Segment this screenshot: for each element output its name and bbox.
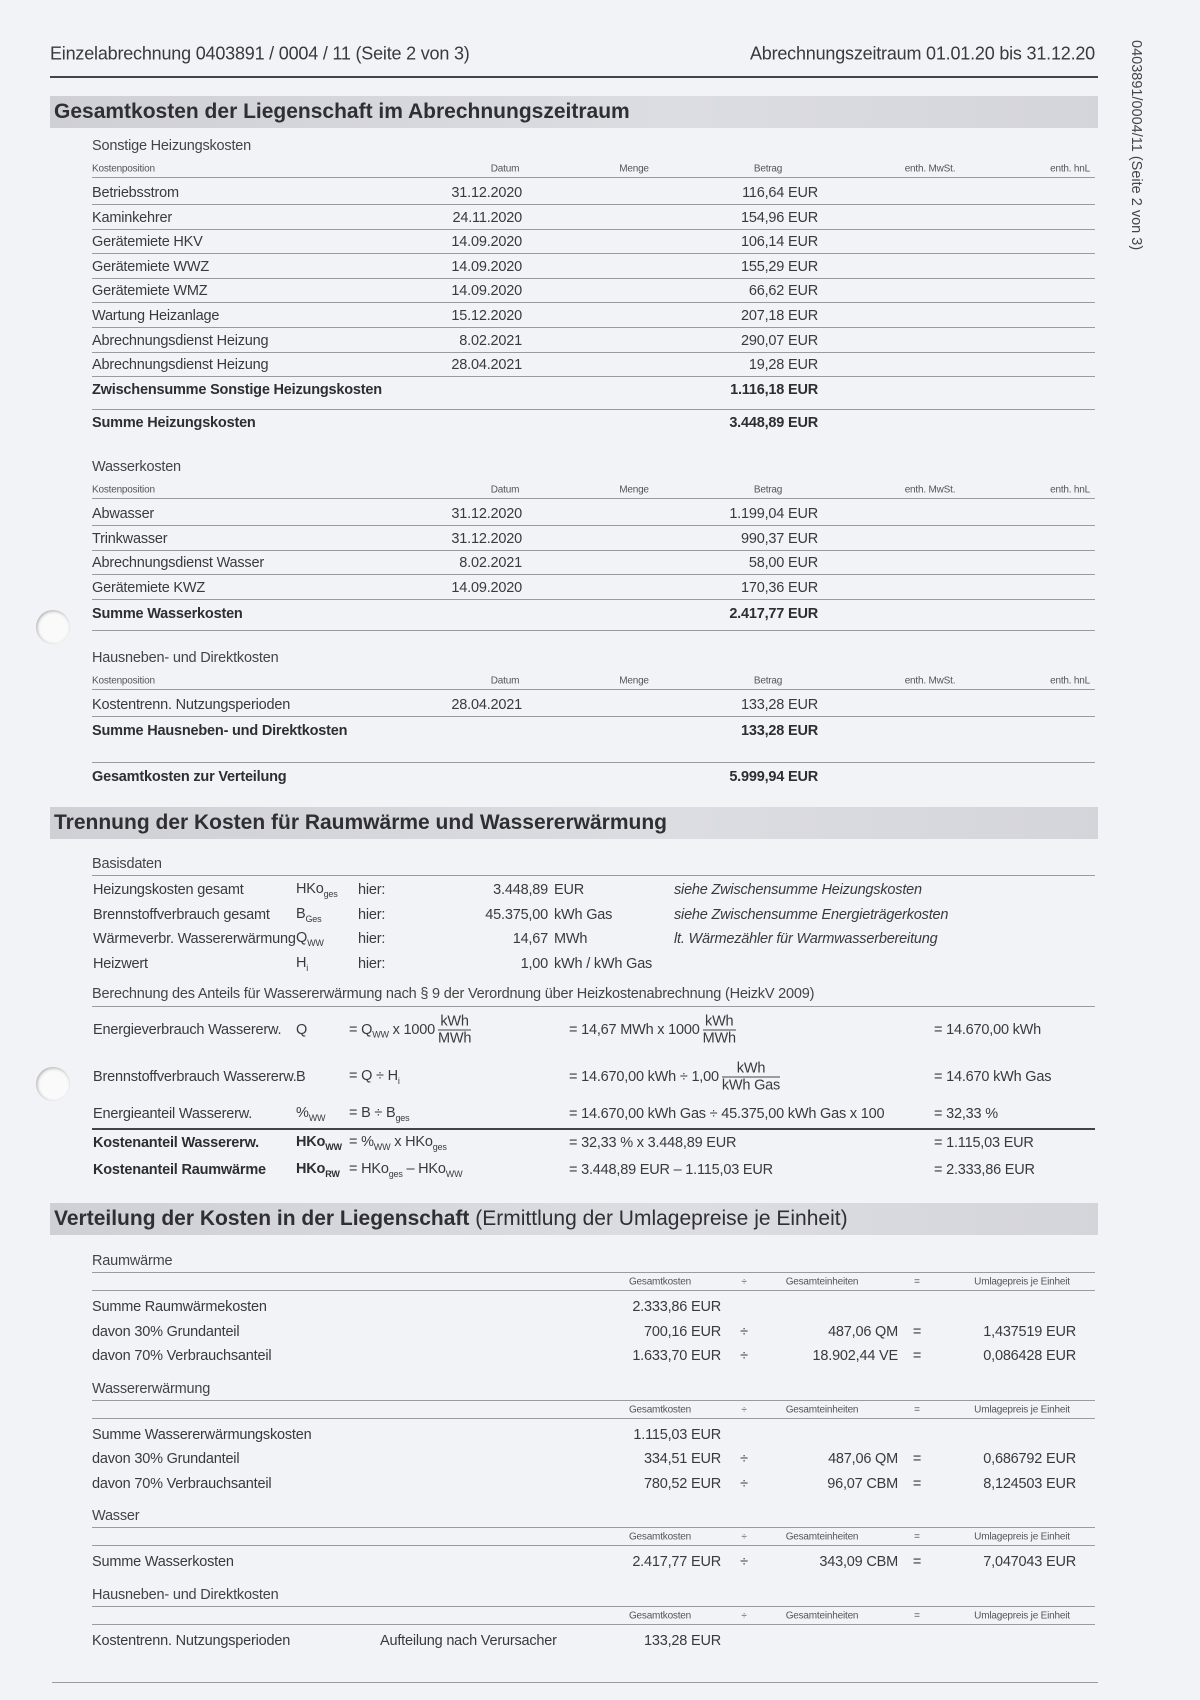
col-header-vat: enth. MwSt. <box>904 484 956 496</box>
formula-part: B <box>296 1069 306 1085</box>
cost-position-name: Gerätemiete HKV <box>92 234 203 251</box>
divider <box>92 498 1095 499</box>
divider <box>92 177 1095 178</box>
cost-position-name: Abwasser <box>92 506 155 522</box>
divider <box>92 1128 1095 1130</box>
subscript: WW <box>325 1141 342 1152</box>
section-title <box>54 100 630 124</box>
col-header-divide: ÷ <box>741 1531 747 1543</box>
distribution-total: 334,51 EUR <box>644 1451 721 1467</box>
distribution-units: 487,06 QM <box>828 1323 898 1340</box>
divider <box>92 1400 1095 1401</box>
distribution-label: davon 70% Verbrauchsanteil <box>92 1348 272 1364</box>
cost-position-name: Betriebsstrom <box>92 185 179 201</box>
col-header-position: Kostenposition <box>92 163 155 175</box>
calc-result: = 14.670,00 kWh <box>934 1022 1042 1038</box>
subscript: ges <box>388 1168 403 1179</box>
fraction <box>722 1061 780 1094</box>
col-header-quantity: Menge <box>619 484 649 496</box>
divider <box>92 716 1095 717</box>
formula-part: x 1000 <box>388 1021 435 1038</box>
basis-hier: hier: <box>358 906 386 923</box>
cost-amount: 990,37 EUR <box>741 530 818 547</box>
divide-sign: ÷ <box>740 1348 748 1364</box>
distribution-total: 2.333,86 EUR <box>632 1299 721 1315</box>
formula-part: = 32,33 % x 3.448,89 EUR <box>569 1135 737 1151</box>
section-title <box>54 1207 848 1231</box>
distribution-units: 487,06 QM <box>828 1451 898 1467</box>
formula-part: = HKo <box>349 1161 389 1178</box>
divide-sign: ÷ <box>740 1475 748 1492</box>
calc-symbol <box>296 1105 325 1123</box>
cost-amount: 19,28 EUR <box>748 357 818 374</box>
col-header-total-units: Gesamteinheiten <box>785 1404 859 1415</box>
col-header-divide: ÷ <box>741 1276 747 1288</box>
divider <box>92 762 1095 763</box>
group-title: Basisdaten <box>92 856 162 872</box>
distribution-total: 1.633,70 EUR <box>632 1348 721 1364</box>
section-band-separation <box>50 807 1098 839</box>
col-header-position: Kostenposition <box>92 484 155 496</box>
numerator: kWh <box>438 1014 471 1031</box>
calc-formula <box>349 1068 400 1086</box>
cost-date: 14.09.2020 <box>451 234 522 251</box>
distribution-label: Summe Raumwärmekosten <box>92 1299 267 1315</box>
cost-amount: 66,62 EUR <box>748 283 818 300</box>
group-title: Hausneben- und Direktkosten <box>92 1586 279 1603</box>
divide-sign: ÷ <box>740 1323 748 1340</box>
denominator: kWh Gas <box>721 1077 781 1094</box>
cost-date: 15.12.2020 <box>451 308 522 324</box>
calc-label: Energieverbrauch Wassererw. <box>93 1022 282 1038</box>
formula-part: H <box>296 954 307 971</box>
calc-symbol <box>296 1069 305 1085</box>
calc-computation <box>569 1162 773 1178</box>
distribution-label: Kostentrenn. Nutzungsperioden <box>92 1632 291 1649</box>
col-header-amount: Betrag <box>753 484 783 496</box>
basis-unit: EUR <box>554 882 585 898</box>
divider <box>92 1272 1095 1273</box>
distribution-units: 343,09 CBM <box>819 1554 898 1570</box>
cost-date: 24.11.2020 <box>452 209 522 226</box>
distribution-total: 1.115,03 EUR <box>633 1426 721 1443</box>
col-header-equals: = <box>914 1404 920 1415</box>
formula-part: = B ÷ B <box>349 1105 396 1122</box>
grand-total-label: Gesamtkosten zur Verteilung <box>92 769 287 785</box>
cost-date: 8.02.2021 <box>459 555 522 572</box>
unit-price: 0,086428 EUR <box>983 1348 1076 1364</box>
cost-date: 28.04.2021 <box>451 357 522 374</box>
divider <box>92 550 1095 551</box>
equals-sign: = <box>912 1451 922 1467</box>
cost-position-name: Abrechnungsdienst Heizung <box>92 332 269 349</box>
calc-symbol <box>296 1134 342 1152</box>
denominator: MWh <box>437 1030 472 1047</box>
calc-symbol <box>296 1161 340 1179</box>
divider <box>92 229 1095 230</box>
formula-part: HKo <box>296 1161 326 1178</box>
basis-label: Heizungskosten gesamt <box>93 882 244 898</box>
equals-sign: = <box>912 1554 922 1570</box>
calc-result: = 14.670 kWh Gas <box>934 1069 1052 1085</box>
unit-price: 1,437519 EUR <box>983 1323 1076 1340</box>
side-document-code: 0403891/0004/11 (Seite 2 von 3) <box>1128 40 1144 251</box>
divider <box>92 599 1095 600</box>
group-title: Wassererwärmung <box>92 1380 211 1397</box>
calc-title: Berechnung des Anteils für Wassererwärmung nach § 9 der Verordnung über Heizkostenabrechnung (HeizkV 2009) <box>92 986 815 1002</box>
calc-result: = 2.333,86 EUR <box>934 1162 1035 1178</box>
basis-symbol <box>296 930 324 948</box>
fraction <box>438 1014 471 1047</box>
divider <box>92 525 1095 526</box>
col-header-total-costs: Gesamtkosten <box>628 1531 692 1543</box>
cost-position-name: Kostentrenn. Nutzungsperioden <box>92 697 291 713</box>
group-title: Raumwärme <box>92 1253 173 1269</box>
cost-amount: 1.199,04 EUR <box>729 506 818 522</box>
calc-computation <box>569 1106 884 1122</box>
subscript: WW <box>308 1112 326 1123</box>
col-header-equals: = <box>914 1276 920 1288</box>
calc-label: Energieanteil Wassererw. <box>93 1106 253 1122</box>
equals-sign: = <box>912 1475 922 1492</box>
distribution-label: Summe Wassererwärmungskosten <box>92 1426 312 1443</box>
subscript: WW <box>307 938 324 949</box>
col-header-divide: ÷ <box>741 1404 747 1415</box>
distribution-label: Summe Wasserkosten <box>92 1554 234 1570</box>
basis-label: Wärmeverbr. Wassererwärmung <box>93 931 296 948</box>
basis-label: Heizwert <box>93 955 148 972</box>
total-value: 133,28 EUR <box>741 723 818 739</box>
subscript: ges <box>432 1141 447 1152</box>
subscript: RW <box>325 1168 340 1179</box>
divider <box>92 327 1095 328</box>
col-header-total-costs: Gesamtkosten <box>628 1276 692 1288</box>
col-header-vat: enth. MwSt. <box>904 675 956 687</box>
calc-result: = 32,33 % <box>934 1106 998 1122</box>
total-value: 3.448,89 EUR <box>729 415 818 431</box>
cost-date: 31.12.2020 <box>451 185 522 201</box>
basis-symbol <box>296 955 308 973</box>
header-title: Einzelabrechnung 0403891 / 0004 / 11 (Seite 2 von 3) <box>50 43 470 64</box>
unit-price: 0,686792 EUR <box>983 1451 1076 1467</box>
cost-position-name: Abrechnungsdienst Heizung <box>92 357 269 374</box>
numerator: kWh <box>722 1061 780 1078</box>
distribution-label: davon 70% Verbrauchsanteil <box>92 1475 272 1492</box>
formula-part: HKo <box>296 881 324 898</box>
basis-hier: hier: <box>358 882 386 898</box>
section-title <box>54 811 667 835</box>
subscript: WW <box>372 1029 389 1040</box>
divider <box>92 302 1095 303</box>
total-label: Summe Wasserkosten <box>92 606 243 622</box>
col-header-amount: Betrag <box>753 675 783 687</box>
basis-symbol <box>296 881 338 899</box>
col-header-total-units: Gesamteinheiten <box>785 1531 859 1543</box>
grand-total-value: 5.999,94 EUR <box>729 769 818 785</box>
formula-part: = 3.448,89 EUR – 1.115,03 EUR <box>569 1162 773 1178</box>
unit-price: 8,124503 EUR <box>983 1475 1076 1492</box>
cost-position-name: Trinkwasser <box>92 530 168 547</box>
calc-formula <box>349 1105 409 1123</box>
divider <box>92 574 1095 575</box>
divider <box>92 376 1095 377</box>
basis-unit: kWh Gas <box>554 906 613 923</box>
calc-label: Kostenanteil Raumwärme <box>93 1162 266 1178</box>
formula-part: Q <box>296 930 308 947</box>
basis-hier: hier: <box>358 955 386 972</box>
cost-position-name: Kaminkehrer <box>92 209 172 226</box>
divider <box>92 1624 1095 1625</box>
col-header-unit-price: Umlagepreis je Einheit <box>974 1610 1070 1621</box>
section-title-part: Gesamtkosten der Liegenschaft im Abrechnungszeitraum <box>54 100 630 123</box>
calc-computation <box>569 1014 736 1047</box>
equals-sign: = <box>912 1323 922 1340</box>
cost-position-name: Abrechnungsdienst Wasser <box>92 555 264 572</box>
calc-formula <box>349 1134 447 1152</box>
equals-sign: = <box>912 1348 922 1364</box>
basis-note: siehe Zwischensumme Heizungskosten <box>674 882 922 898</box>
section-band-total-costs <box>50 96 1098 128</box>
unit-price: 7,047043 EUR <box>983 1554 1076 1570</box>
divider <box>92 875 1095 876</box>
basis-unit: MWh <box>554 931 588 948</box>
punch-hole <box>36 1067 70 1101</box>
col-header-quantity: Menge <box>619 675 649 687</box>
basis-label: Brennstoffverbrauch gesamt <box>93 906 270 923</box>
cost-date: 8.02.2021 <box>459 332 522 349</box>
distribution-label: davon 30% Grundanteil <box>92 1323 240 1340</box>
col-header-date: Datum <box>490 484 520 496</box>
calc-symbol <box>296 1022 307 1038</box>
calc-computation <box>569 1135 736 1151</box>
col-header-unit-price: Umlagepreis je Einheit <box>974 1276 1070 1288</box>
group-title: Sonstige Heizungskosten <box>92 138 252 154</box>
basis-value: 45.375,00 <box>485 906 548 923</box>
divider <box>52 1682 1098 1683</box>
section-band-distribution <box>50 1203 1098 1235</box>
subscript: Ges <box>305 913 322 924</box>
col-header-total-units: Gesamteinheiten <box>785 1610 859 1621</box>
calc-label: Brennstoffverbrauch Wassererw. <box>93 1069 297 1085</box>
cost-date: 31.12.2020 <box>451 530 522 547</box>
group-title: Wasserkosten <box>92 459 181 475</box>
total-label: Summe Hausneben- und Direktkosten <box>92 723 348 739</box>
cost-amount: 154,96 EUR <box>741 209 818 226</box>
basis-note: lt. Wärmezähler für Warmwasserbereitung <box>674 931 938 948</box>
calc-computation <box>569 1061 780 1094</box>
col-header-vat: enth. MwSt. <box>904 163 956 175</box>
calc-result: = 1.115,03 EUR <box>934 1135 1034 1151</box>
formula-part: = % <box>349 1134 374 1151</box>
section-title-part: (Ermittlung der Umlagepreise je Einheit) <box>469 1207 848 1230</box>
cost-amount: 207,18 EUR <box>741 308 818 324</box>
cost-date: 14.09.2020 <box>451 579 522 596</box>
cost-amount: 170,36 EUR <box>741 579 818 596</box>
subscript: i <box>306 962 309 973</box>
cost-amount: 116,64 EUR <box>742 185 818 201</box>
subtotal-label: Zwischensumme Sonstige Heizungskosten <box>92 382 382 398</box>
subscript: ges <box>395 1112 410 1123</box>
divider <box>92 689 1095 690</box>
distribution-total: 2.417,77 EUR <box>632 1554 721 1570</box>
divider <box>92 278 1095 279</box>
divider <box>92 1606 1095 1607</box>
distribution-label: davon 30% Grundanteil <box>92 1451 240 1467</box>
group-title: Wasser <box>92 1508 140 1524</box>
cost-amount: 58,00 EUR <box>748 555 818 572</box>
col-header-hnl: enth. hnL <box>1050 484 1090 496</box>
col-header-equals: = <box>914 1531 920 1543</box>
formula-part: = 14.670,00 kWh ÷ 1,00 <box>569 1068 719 1085</box>
total-label: Summe Heizungskosten <box>92 415 256 431</box>
calc-formula <box>349 1014 471 1047</box>
formula-part: = 14,67 MWh x 1000 <box>569 1021 700 1038</box>
divider <box>92 1290 1095 1291</box>
divider <box>92 1527 1095 1528</box>
cost-date: 28.04.2021 <box>451 697 522 713</box>
distribution-units: 96,07 CBM <box>827 1475 898 1492</box>
divider <box>92 352 1095 353</box>
basis-symbol <box>296 906 321 924</box>
col-header-unit-price: Umlagepreis je Einheit <box>974 1531 1070 1543</box>
col-header-date: Datum <box>490 675 520 687</box>
col-header-divide: ÷ <box>741 1610 747 1621</box>
cost-date: 14.09.2020 <box>451 283 522 300</box>
col-header-position: Kostenposition <box>92 675 155 687</box>
cost-position-name: Gerätemiete WMZ <box>92 283 208 300</box>
col-header-hnl: enth. hnL <box>1050 675 1090 687</box>
col-header-hnl: enth. hnL <box>1050 163 1090 175</box>
basis-value: 3.448,89 <box>493 882 548 898</box>
col-header-unit-price: Umlagepreis je Einheit <box>974 1404 1070 1415</box>
cost-position-name: Wartung Heizanlage <box>92 308 220 324</box>
numerator: kWh <box>703 1014 736 1031</box>
punch-hole <box>36 610 70 644</box>
divider <box>92 204 1095 205</box>
cost-amount: 133,28 EUR <box>741 697 818 713</box>
divide-sign: ÷ <box>740 1554 748 1570</box>
basis-note: siehe Zwischensumme Energieträgerkosten <box>674 906 949 923</box>
formula-part: Q <box>296 1022 308 1038</box>
calc-formula <box>349 1161 462 1179</box>
subscript: ges <box>323 888 338 899</box>
col-header-amount: Betrag <box>753 163 783 175</box>
billing-period: Abrechnungszeitraum 01.01.20 bis 31.12.20 <box>749 43 1095 64</box>
divider <box>92 1545 1095 1546</box>
distribution-note: Aufteilung nach Verursacher <box>380 1632 557 1649</box>
divider <box>92 253 1095 254</box>
formula-part: B <box>296 905 306 922</box>
cost-date: 14.09.2020 <box>451 258 522 275</box>
basis-value: 14,67 <box>512 931 548 948</box>
formula-part: HKo <box>296 1134 326 1151</box>
cost-amount: 106,14 EUR <box>741 234 818 251</box>
divider <box>50 76 1098 78</box>
col-header-equals: = <box>914 1610 920 1621</box>
formula-part: % <box>296 1105 309 1122</box>
section-title-part: Trennung der Kosten für Raumwärme und Wassererwärmung <box>54 811 667 834</box>
distribution-total: 133,28 EUR <box>644 1632 721 1649</box>
cost-amount: 155,29 EUR <box>741 258 818 275</box>
formula-part: = 14.670,00 kWh Gas ÷ 45.375,00 kWh Gas x 100 <box>569 1106 885 1122</box>
cost-position-name: Gerätemiete WWZ <box>92 258 210 275</box>
basis-hier: hier: <box>358 931 386 948</box>
basis-value: 1,00 <box>520 955 548 972</box>
group-title: Hausneben- und Direktkosten <box>92 650 279 666</box>
divider <box>92 1418 1095 1419</box>
cost-amount: 290,07 EUR <box>741 332 818 349</box>
col-header-total-units: Gesamteinheiten <box>785 1276 859 1288</box>
formula-part: – HKo <box>402 1161 446 1178</box>
formula-part: = Q ÷ H <box>349 1068 398 1085</box>
fraction <box>703 1014 736 1047</box>
formula-part: = Q <box>349 1021 373 1038</box>
distribution-units: 18.902,44 VE <box>812 1348 898 1364</box>
subscript: WW <box>445 1168 463 1179</box>
subtotal-value: 1.116,18 EUR <box>730 382 818 398</box>
calc-label: Kostenanteil Wassererw. <box>93 1135 259 1151</box>
formula-part: x HKo <box>390 1134 433 1151</box>
divider <box>92 409 1095 410</box>
col-header-date: Datum <box>490 163 520 175</box>
section-title-part: Verteilung der Kosten in der Liegenschaft <box>54 1207 470 1230</box>
total-value: 2.417,77 EUR <box>729 606 818 622</box>
divider <box>92 630 1095 631</box>
subscript: i <box>397 1075 400 1086</box>
basis-unit: kWh / kWh Gas <box>554 955 653 972</box>
divider <box>92 1006 1095 1007</box>
col-header-total-costs: Gesamtkosten <box>628 1404 692 1415</box>
cost-date: 31.12.2020 <box>451 506 522 522</box>
col-header-quantity: Menge <box>619 163 649 175</box>
distribution-total: 780,52 EUR <box>644 1475 721 1492</box>
denominator: MWh <box>702 1030 736 1047</box>
col-header-total-costs: Gesamtkosten <box>628 1610 692 1621</box>
cost-position-name: Gerätemiete KWZ <box>92 579 206 596</box>
distribution-total: 700,16 EUR <box>644 1323 721 1340</box>
divide-sign: ÷ <box>740 1451 748 1467</box>
subscript: WW <box>373 1141 391 1152</box>
